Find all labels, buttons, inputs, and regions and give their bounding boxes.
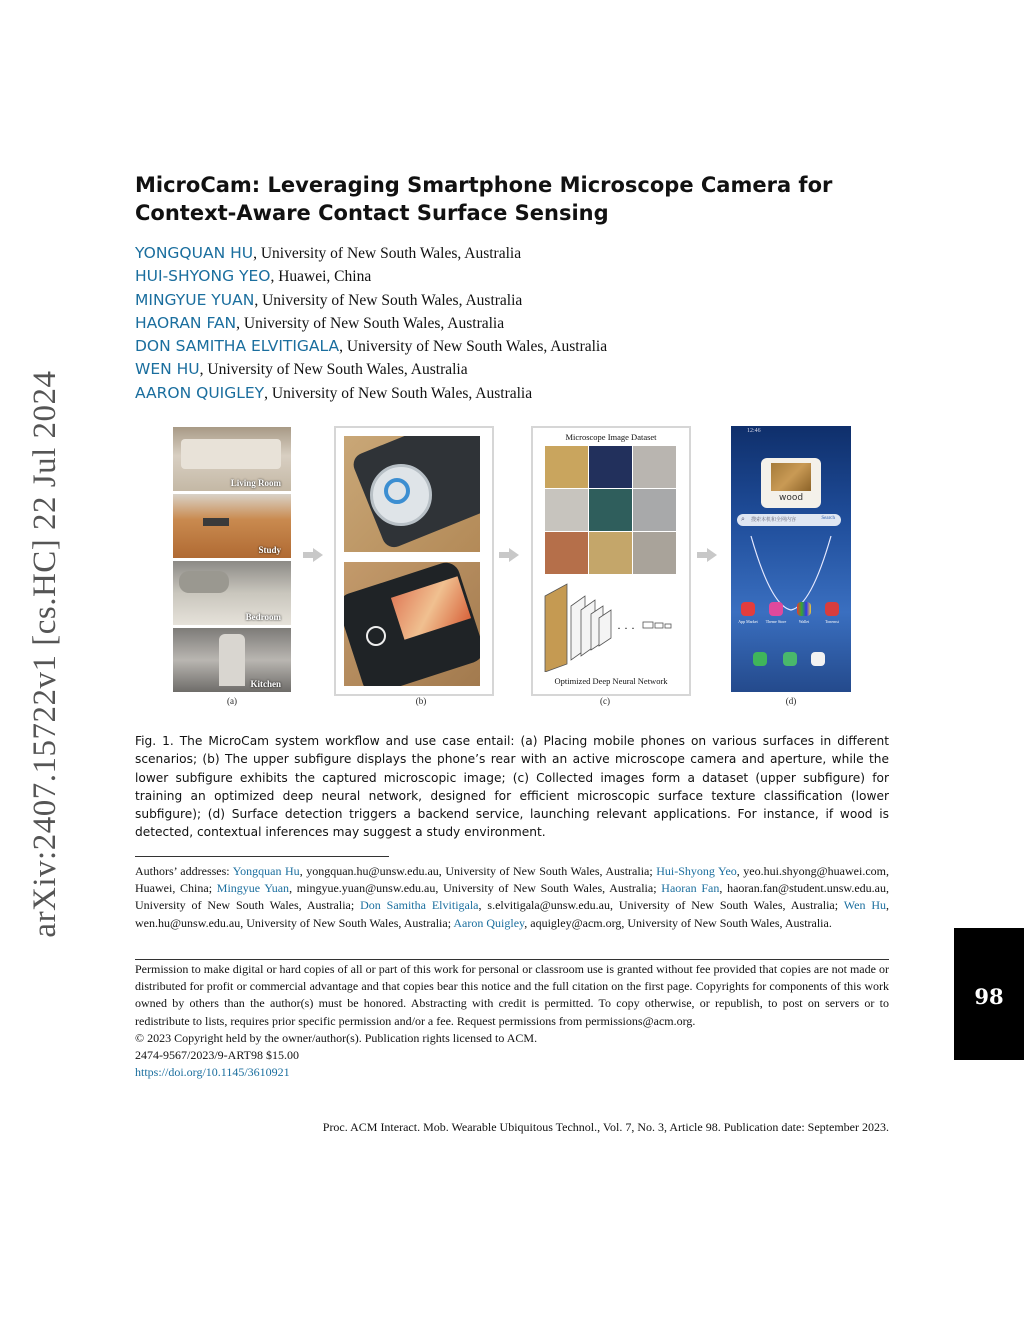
page-number: 98 — [974, 984, 1004, 1009]
address-author-link[interactable]: Mingyue Yuan — [216, 881, 290, 896]
author-name[interactable]: HAORAN FAN — [135, 313, 237, 332]
room-study — [173, 494, 291, 558]
permission-text: Permission to make digital or hard copies of all or part of this work for personal or classroom use is granted without fee provided that copies are not made or distributed for profit or commercial advantage and that copies bear this notice and the full citation on the first page. Copyrights for components of this work owned by others than the author(s) must be honored. Abstracting with credit is permitted. To copy otherwise, or republish, to post on servers or to redistribute to lists, requires prior specific permission and/or a fee. Request permissions from permissions@acm.org. — [135, 962, 889, 1028]
copyright-line: © 2023 Copyright held by the owner/author(s). Publication rights licensed to ACM. — [135, 1030, 538, 1045]
journal-footer: Proc. ACM Interact. Mob. Wearable Ubiquitous Technol., Vol. 7, No. 3, Article 98. Publication date: September 2023. — [322, 1120, 889, 1134]
panel-d-phone-screen — [731, 426, 851, 692]
camera-app-icon[interactable] — [811, 652, 825, 666]
panel-label-d: (d) — [785, 696, 797, 706]
author-affiliation: , University of New South Wales, Australia — [254, 291, 523, 309]
wallet-icon[interactable] — [797, 602, 811, 616]
input-layer — [545, 584, 567, 672]
captured-image-photo — [344, 562, 480, 686]
search-bar[interactable] — [737, 514, 841, 526]
address-author-link[interactable]: Don Samitha Elvitigala — [360, 898, 479, 913]
arxiv-stamp: arXiv:2407.15722v1 [cs.HC] 22 Jul 2024 — [27, 370, 63, 938]
shutter-icon — [366, 626, 386, 646]
dataset-title: Microscope Image Dataset — [565, 432, 657, 442]
panel-label-a: (a) — [227, 696, 237, 706]
dataset-tile — [589, 532, 632, 574]
address-detail: , mingyue.yuan@unsw.edu.au, University of New South Wales, Australia; — [289, 881, 662, 896]
paper-title — [135, 171, 895, 227]
author-line — [135, 335, 895, 358]
result-card — [761, 458, 821, 508]
result-label: wood — [778, 493, 804, 503]
panel-label-b: (b) — [415, 696, 427, 706]
author-line — [135, 358, 895, 381]
author-affiliation: , University of New South Wales, Australia — [199, 361, 468, 379]
title-line-1: MicroCam: Leveraging Smartphone Microscope Camera for — [135, 173, 833, 197]
room-label: Study — [258, 545, 281, 555]
figure-1 — [135, 424, 889, 714]
dataset-tile — [545, 489, 588, 531]
flow-arrow — [313, 548, 323, 562]
panel-label-c: (c) — [600, 696, 610, 706]
author-line — [135, 289, 895, 312]
dataset-tile — [545, 532, 588, 574]
room-label: Kitchen — [250, 679, 281, 689]
keyboard-shape — [203, 518, 229, 526]
app-label: App Market — [738, 619, 758, 624]
dataset-grid — [545, 446, 677, 576]
dataset-tile — [633, 489, 676, 531]
wood-thumbnail — [771, 463, 811, 491]
app-label: Wallet — [798, 619, 810, 624]
ellipsis-mark: · · · — [617, 621, 635, 635]
dataset-tile — [633, 532, 676, 574]
app-row — [731, 602, 851, 632]
room-bedroom — [173, 561, 291, 625]
address-author-link[interactable]: Yongquan Hu — [232, 864, 300, 878]
address-detail: , yongquan.hu@unsw.edu.au, University of New South Wales, Australia; — [299, 864, 657, 878]
lens-aperture-icon — [384, 478, 410, 504]
room-kitchen — [173, 628, 291, 692]
address-author-link[interactable]: Aaron Quigley — [453, 915, 525, 930]
panel-c-dataset — [531, 426, 691, 696]
author-name[interactable]: DON SAMITHA ELVITIGALA — [135, 337, 340, 356]
footnote-rule — [135, 856, 389, 857]
doi-link[interactable]: https://doi.org/10.1145/3610921 — [135, 1065, 290, 1080]
author-line — [135, 382, 895, 405]
dataset-tile — [545, 446, 588, 488]
author-list — [135, 242, 895, 405]
room-living-room — [173, 427, 291, 491]
issn-line: 2474-9567/2023/9-ART98 $15.00 — [135, 1048, 299, 1063]
address-author-link[interactable]: Hui-Shyong Yeo — [656, 864, 737, 878]
permission-rule — [135, 959, 889, 960]
panel-b-phone — [334, 426, 494, 696]
author-name[interactable]: AARON QUIGLEY — [135, 383, 265, 402]
author-name[interactable]: MINGYUE YUAN — [135, 290, 255, 309]
panel-a-rooms — [173, 427, 291, 692]
author-name[interactable]: HUI-SHYONG YEO — [135, 267, 271, 286]
app-label: Tonemst — [825, 619, 839, 624]
author-affiliation: , University of New South Wales, Australia — [264, 384, 533, 402]
address-detail: , haoran.fan@student.unsw.edu.au, University of New South Wales, Australia; — [135, 881, 889, 913]
dataset-tile — [589, 489, 632, 531]
status-time: 12:46 — [747, 428, 761, 434]
dataset-tile — [633, 446, 676, 488]
flow-arrow — [707, 548, 717, 562]
author-addresses — [135, 863, 889, 932]
author-line — [135, 312, 895, 335]
bed-shape — [179, 571, 229, 593]
messages-app-icon[interactable] — [783, 652, 797, 666]
permission-block — [135, 961, 889, 1081]
network-diagram — [541, 580, 681, 672]
room-label: Bedroom — [245, 612, 281, 622]
author-affiliation: , Huawei, China — [270, 268, 372, 286]
network-label: Optimized Deep Neural Network — [554, 676, 668, 686]
addresses-prefix: Authors’ addresses: — [135, 864, 233, 878]
fc-layer — [665, 624, 671, 628]
phone-rear-photo — [344, 436, 480, 552]
author-name[interactable]: YONGQUAN HU — [135, 244, 254, 262]
theme-store-icon[interactable] — [769, 602, 783, 616]
address-detail: , yeo.hui.shyong@huawei.com, Huawei, China; — [135, 864, 889, 896]
phone-app-icon[interactable] — [753, 652, 767, 666]
author-affiliation: , University of New South Wales, Australia — [253, 245, 522, 262]
fc-layer — [643, 622, 653, 628]
author-affiliation: , University of New South Wales, Australia — [339, 338, 608, 356]
address-detail: , s.elvitigala@unsw.edu.au, University of New South Wales, Australia; — [478, 898, 844, 913]
tonemst-icon[interactable] — [825, 602, 839, 616]
search-placeholder: 搜索本机和全网内容 — [751, 518, 797, 523]
address-detail: , aquigley@acm.org, University of New South Wales, Australia. — [524, 915, 832, 930]
fc-layer — [655, 623, 663, 628]
room-label: Living Room — [230, 478, 281, 488]
app-label: Theme Store — [765, 619, 787, 624]
search-icon: ⌕ — [741, 515, 745, 523]
address-detail: , wen.hu@unsw.edu.au, University of New South Wales, Australia; — [135, 898, 889, 930]
dataset-tile — [589, 446, 632, 488]
address-author-link[interactable]: Wen Hu — [843, 898, 886, 913]
author-affiliation: , University of New South Wales, Australia — [236, 314, 505, 332]
author-line — [135, 242, 895, 265]
app-market-icon[interactable] — [741, 602, 755, 616]
title-line-2: Context-Aware Contact Surface Sensing — [135, 201, 609, 225]
author-name[interactable]: WEN HU — [135, 360, 200, 379]
address-author-link[interactable]: Haoran Fan — [661, 881, 720, 896]
flow-arrow — [509, 548, 519, 562]
figure-caption: Fig. 1. The MicroCam system workflow and use case entail: (a) Placing mobile phones on various surfaces in different scenarios; (b) The upper subfigure displays the phone’s rear with an active microscope camera and aperture, while the lower subfigure exhibits the captured microscopic image; (c) Collected images form a dataset (upper subfigure) for training an optimized deep neural network, designed for efficient microscopic surface texture classification (lower subfigure); (d) Surface detection triggers a backend service, launching relevant applications. For instance, if wood is detected, contextual inferences may suggest a study environment. — [135, 734, 889, 840]
sofa-shape — [181, 439, 281, 469]
person-shape — [219, 634, 245, 686]
search-button[interactable]: Search — [821, 516, 835, 521]
author-line — [135, 265, 895, 288]
